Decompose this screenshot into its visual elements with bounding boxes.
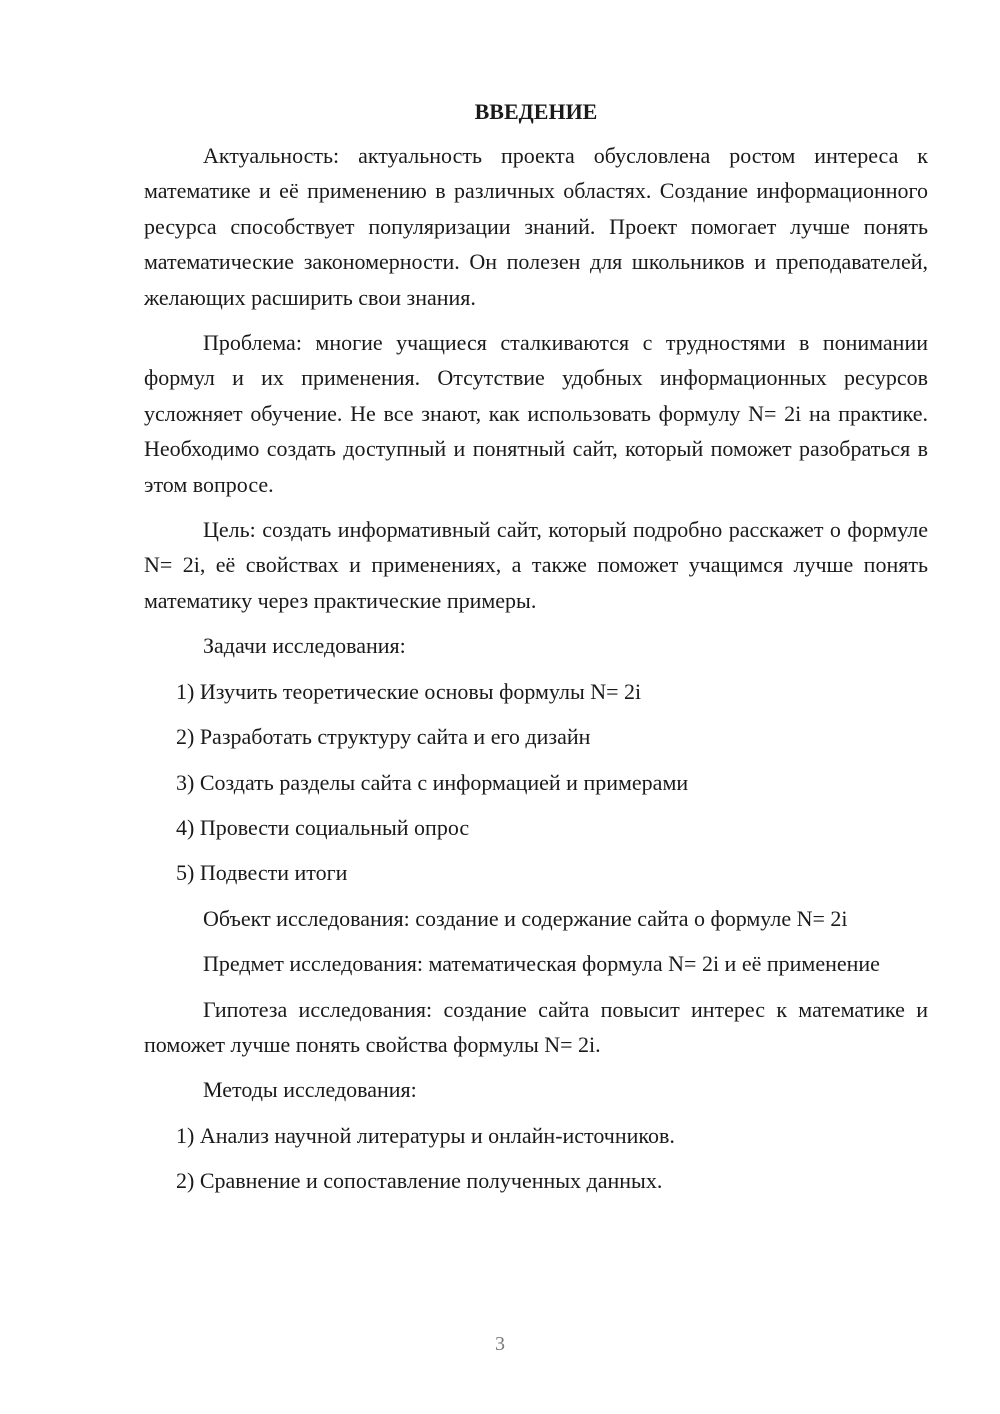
list-item: 1) Изучить теоретические основы формулы N= 2i [176,678,642,704]
list-item: 5) Подвести итоги [176,860,348,886]
goal-paragraph: Цель: создать информативный сайт, который подробно расскажет о формуле N= 2i, её свойствах и применениях, а также поможет учащимся лучше понять математику через практические примеры. [144,517,928,613]
document-page [144,96,928,1209]
list-item: 2) Сравнение и сопоставление полученных данных. [176,1168,663,1194]
problem-paragraph: Проблема: многие учащиеся сталкиваются с трудностями в понимании формул и их применения. Отсутствие удобных информационных ресурсов усложняет обучение. Не все знают, как использовать формулу N= 2i на практике. Необходимо создать доступный и понятный сайт, который поможет разобраться в этом вопросе. [144,330,928,497]
page-number: 3 [495,1333,505,1355]
tasks-title: Задачи исследования: [203,633,406,659]
object-paragraph: Объект исследования: создание и содержание сайта о формуле N= 2i [203,905,848,931]
list-item: 2) Разработать структуру сайта и его дизайн [176,724,591,750]
hypothesis-paragraph: Гипотеза исследования: создание сайта повысит интерес к математике и поможет лучше понять свойства формулы N= 2i. [144,996,928,1057]
list-item: 3) Создать разделы сайта с информацией и примерами [176,769,689,795]
list-item: 1) Анализ научной литературы и онлайн-источников. [176,1122,675,1148]
methods-list [144,1118,928,1199]
methods-title: Методы исследования: [203,1077,417,1103]
relevance-paragraph: Актуальность: актуальность проекта обусловлена ростом интереса к математике и её применению в различных областях. Создание информационного ресурса способствует популяризации знаний. Проект помогает лучше понять математические закономерности. Он полезен для школьников и преподавателей, желающих расширить свои знания. [144,143,928,310]
list-item: 4) Провести социальный опрос [176,814,470,840]
tasks-list [144,674,928,891]
subject-paragraph: Предмет исследования: математическая формула N= 2i и её применение [203,951,880,977]
section-heading: ВВЕДЕНИЕ [474,99,598,124]
